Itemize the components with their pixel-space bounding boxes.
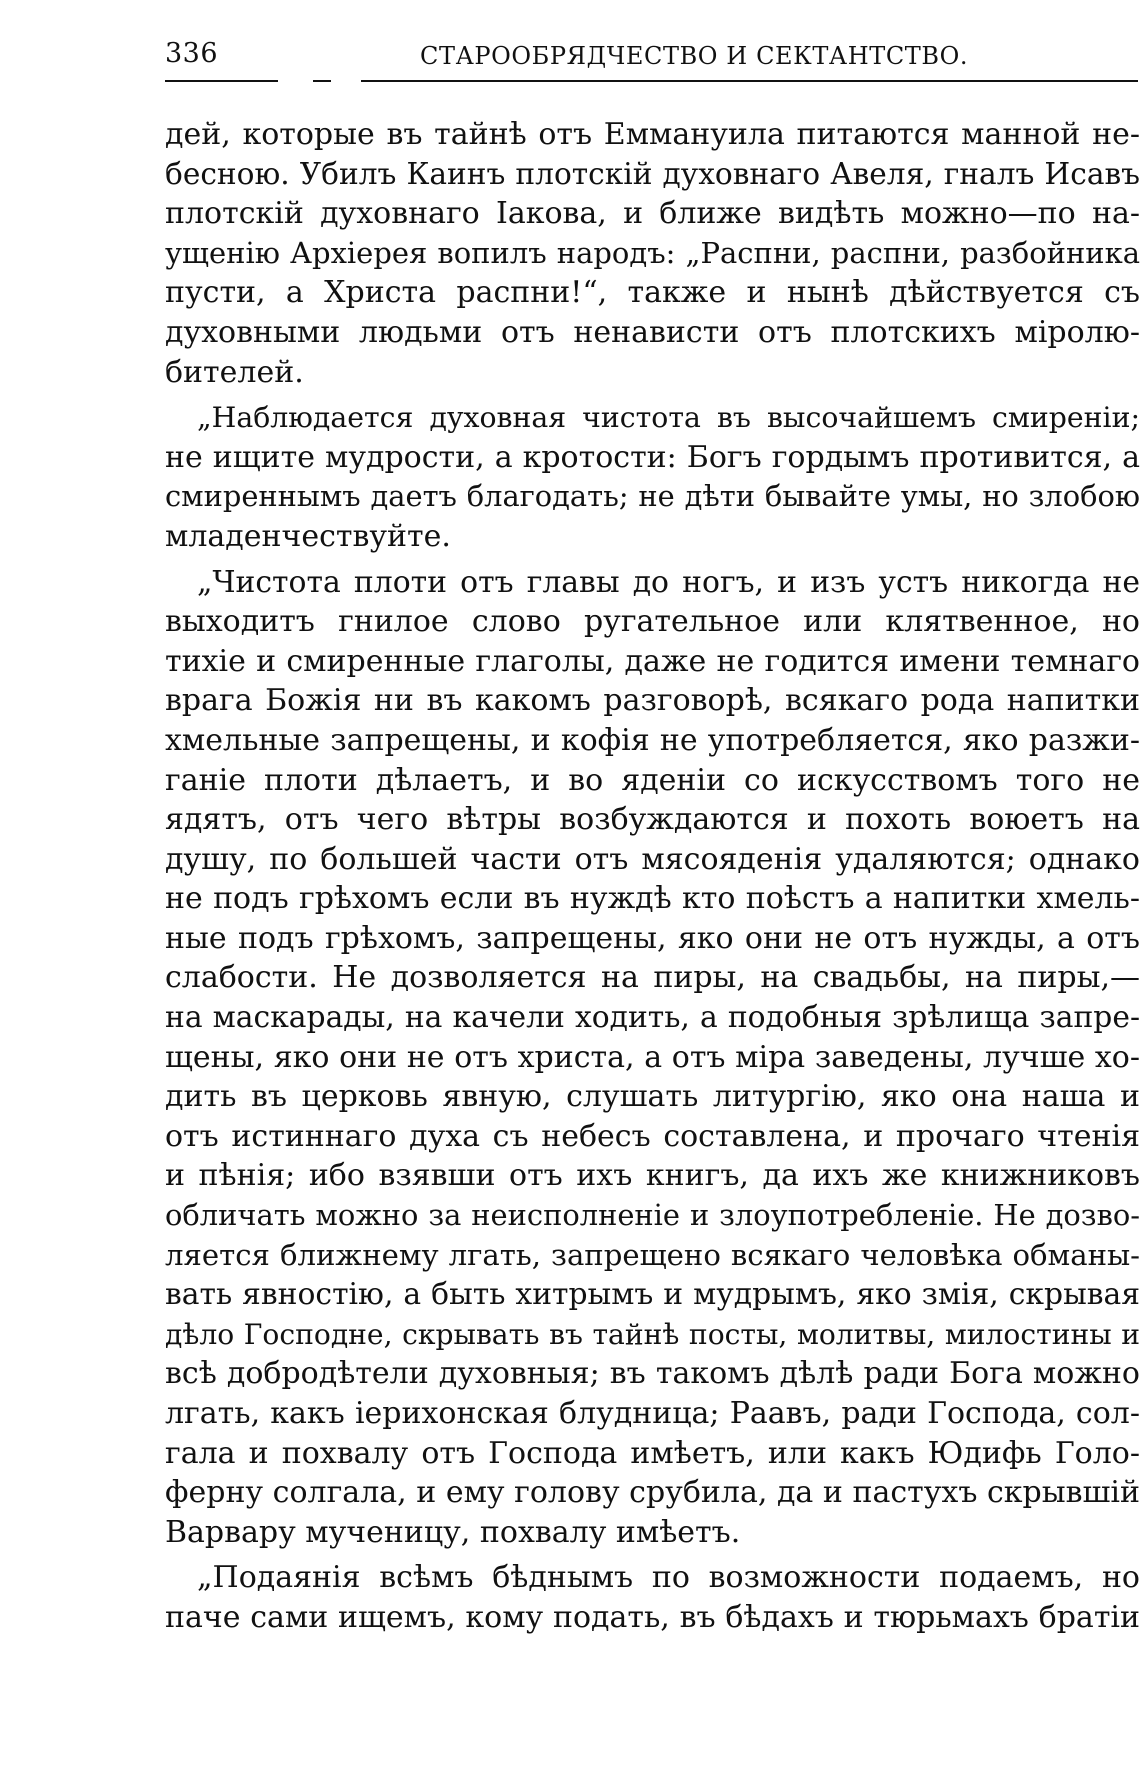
body-text xyxy=(165,115,1140,1638)
text-line: духовными людьми отъ ненависти отъ плотскихъ міролю- xyxy=(165,314,1140,350)
text-line: на маскарады, на качели ходить, а подобныя зрѣлища запре- xyxy=(165,1000,1140,1036)
text-line: дей, которые въ тайнѣ отъ Еммануила питаются манной не- xyxy=(165,117,1140,152)
text-line: тихіе и смиренные глаголы, даже не годится имени темнаго xyxy=(165,643,1140,679)
header-rule-main xyxy=(361,80,1138,82)
page-number: 336 xyxy=(165,38,219,69)
text-line: „Наблюдается духовная чистота въ высочайшемъ смиреніи; xyxy=(197,401,1140,435)
text-line: гала и похвалу отъ Господа имѣетъ, или какъ Юдифь Голо- xyxy=(165,1435,1140,1471)
text-line: душу, по большей части отъ мясояденія удаляются; однако xyxy=(165,841,1140,877)
paragraph xyxy=(165,563,1140,1553)
text-line: младенчествуйте. xyxy=(165,518,451,554)
paragraph xyxy=(165,1558,1140,1637)
text-line: щены, яко они не отъ христа, а отъ міра заведены, лучше хо- xyxy=(165,1039,1140,1075)
text-line: ферну солгала, и ему голову срубила, да и пастухъ скрывшій xyxy=(165,1475,1140,1511)
text-line: дить въ церковь явную, слушать литургію, яко она наша и xyxy=(165,1079,1140,1115)
text-line: ядятъ, отъ чего вѣтры возбуждаются и похоть воюетъ на xyxy=(165,802,1140,838)
text-line: вать явностію, а быть хитрымъ и мудрымъ, яко змія, скрывая xyxy=(165,1277,1140,1313)
header-rule-dash xyxy=(313,80,331,82)
text-line: и пѣнія; ибо взявши отъ ихъ книгъ, да ихъ же книжниковъ xyxy=(165,1158,1140,1194)
text-line: Варвару мученицу, похвалу имѣетъ. xyxy=(165,1514,741,1550)
text-line: бителей. xyxy=(165,354,304,390)
text-line: бесною. Убилъ Каинъ плотскій духовнаго Авеля, гналъ Исавъ xyxy=(165,156,1140,191)
text-line: всѣ добродѣтели духовныя; въ такомъ дѣлѣ ради Бога можно xyxy=(165,1356,1140,1392)
text-line: дѣло Господне, скрывать въ тайнѣ посты, молитвы, милостины и xyxy=(165,1317,1140,1351)
text-line: хмельные запрещены, и кофія не употребляется, яко разжи- xyxy=(165,722,1140,758)
text-line: смиреннымъ даетъ благодать; не дѣти бывайте умы, но злобою xyxy=(165,479,1140,514)
paragraph xyxy=(165,398,1140,556)
text-line: пусти, а Христа распни!“, также и нынѣ дѣйствуется съ xyxy=(165,275,1140,311)
text-line: не подъ грѣхомъ если въ нуждѣ кто поѣстъ а напитки хмель- xyxy=(165,881,1140,917)
text-line: не ищите мудрости, а кротости: Богъ гордымъ противится, а xyxy=(165,439,1140,475)
text-line: ные подъ грѣхомъ, запрещены, яко они не отъ нужды, а отъ xyxy=(165,920,1140,956)
text-line: „Чистота плоти отъ главы до ногъ, и изъ устъ никогда не xyxy=(197,564,1140,600)
text-line: обличать можно за неисполненіе и злоупотребленіе. Не дозво- xyxy=(165,1198,1140,1233)
text-line: ущенію Архіерея вопилъ народъ: „Распни, распни, разбойника xyxy=(165,235,1140,270)
text-line: ганіе плоти дѣлаетъ, и во ядeніи со искусствомъ того не xyxy=(165,762,1140,798)
text-line: паче сами ищемъ, кому подать, въ бѣдахъ и тюрьмахъ братіи xyxy=(165,1599,1140,1635)
text-line: плотскій духовнаго Іакова, и ближе видѣть можно—по на- xyxy=(165,196,1140,232)
text-line: отъ истиннаго духа съ небесъ составлена, и прочаго чтенія xyxy=(165,1118,1140,1154)
page-header xyxy=(165,38,1135,88)
paragraph xyxy=(165,115,1140,392)
text-line: выходитъ гнилое слово ругательное или клятвенное, но xyxy=(165,604,1140,640)
text-line: слабости. Не дозволяется на пиры, на свадьбы, на пиры,— xyxy=(165,960,1140,996)
running-title: СТАРООБРЯДЧЕСТВО И СЕКТАНТСТВО. xyxy=(420,42,969,70)
text-line: лгать, какъ іерихонская блудница; Раавъ, ради Господа, сол- xyxy=(165,1396,1140,1431)
text-line: ляется ближнему лгать, запрещено всякаго человѣка обманы- xyxy=(165,1237,1140,1272)
text-line: „Подаянія всѣмъ бѣднымъ по возможности подаемъ, но xyxy=(197,1560,1140,1596)
header-rule-left xyxy=(165,80,278,82)
text-line: врага Божія ни въ какомъ разговорѣ, всякаго рода напитки xyxy=(165,683,1140,719)
